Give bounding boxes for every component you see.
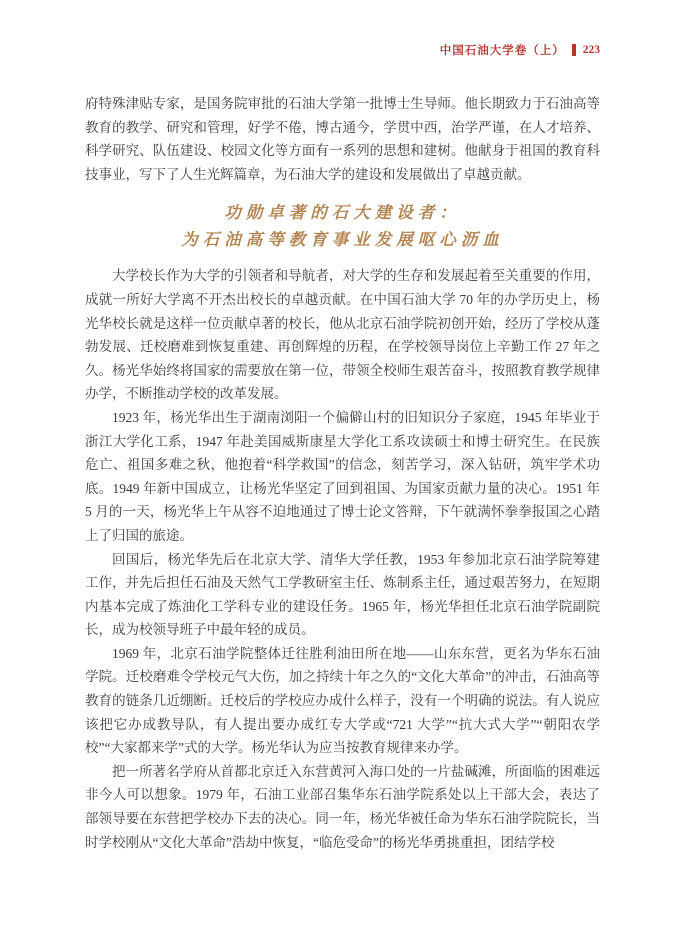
paragraph: 把一所著名学府从首都北京迁入东营黄河入海口处的一片盐碱滩，所面临的困难远非今人可以想象。1979 年，石油工业部召集华东石油学院系处以上干部大会，表达了部领导要在东营把学校办下去的决心。同一年，杨光华被任命为华东石油学院院长，当时学校刚从“文化大革命”浩劫中恢复，“临危受命”的杨光华勇挑重担，团结学校: [85, 763, 600, 850]
paragraph-continuation: 府特殊津贴专家，是国务院审批的石油大学第一批博士生导师。他长期致力于石油高等教育的教学、研究和管理，好学不倦，博古通今，学贯中西，治学严谨，在人才培养、科学研究、队伍建设、校园文化等方面有一系列的思想和建树。他献身于祖国的教育科技事业，写下了人生光辉篇章，为石油大学的建设和发展做出了卓越贡献。: [85, 96, 600, 182]
section-heading-line1: 功勋卓著的石大建设者：: [224, 203, 461, 223]
section-heading-line2: 为石油高等教育事业发展呕心沥血: [181, 230, 504, 250]
page-header: [85, 42, 600, 58]
page-body: [85, 92, 600, 854]
paragraph: 回国后，杨光华先后在北京大学、清华大学任教，1953 年参加北京石油学院筹建工作，并先后担任石油及天然气工学教研室主任、炼制系主任，通过艰苦努力，在短期内基本完成了炼油化工学科专业的建设任务。1965 年，杨光华担任北京石油学院副院长，成为校领导班子中最年轻的成员。: [85, 551, 600, 638]
header-title: 中国石油大学卷（上）: [439, 45, 565, 57]
page-number: 223: [582, 44, 600, 56]
paragraph: 1923 年，杨光华出生于湖南浏阳一个偏僻山村的旧知识分子家庭，1945 年毕业于浙江大学化工系，1947 年赴美国威斯康星大学化工系攻读硕士和博士研究生。在民族危亡、祖国多难之秋，他抱着“科学救国”的信念，刻苦学习，深入钻研，筑牢学术功底。1949 年新中国成立，让杨光华坚定了回到祖国、为国家贡献力量的决心。1951 年 5 月的一天，杨光华上午从容不迫地通过了博士论文答辩，下午就满怀拳拳报国之心踏上了归国的旅途。: [85, 409, 600, 543]
paragraph: 大学校长作为大学的引领者和导航者，对大学的生存和发展起着至关重要的作用，成就一所好大学离不开杰出校长的卓越贡献。在中国石油大学 70 年的办学历史上，杨光华校长就是这样一位贡献卓著的校长，他从北京石油学院初创开始，经历了学校从蓬勃发展、迁校磨难到恢复重建、再创辉煌的历程，在学校领导岗位上辛勤工作 27 年之久。杨光华始终将国家的需要放在第一位，带领全校师生艰苦奋斗，按照教育教学规律办学，不断推动学校的改革发展。: [85, 268, 600, 402]
header-divider-bar: [572, 44, 576, 56]
section-heading: [85, 199, 600, 253]
paragraph: 1969 年，北京石油学院整体迁往胜利油田所在地——山东东营，更名为华东石油学院。迁校磨难令学校元气大伤，加之持续十年之久的“文化大革命”的冲击，石油高等教育的链条几近绷断。迁校后的学校应办成什么样子，没有一个明确的说法。有人说应该把它办成教导队，有人提出要办成红专大学或“721 大学”“抗大式大学”“朝阳农学校”“大家都来学”式的大学。杨光华认为应当按教育规律来办学。: [85, 645, 600, 756]
